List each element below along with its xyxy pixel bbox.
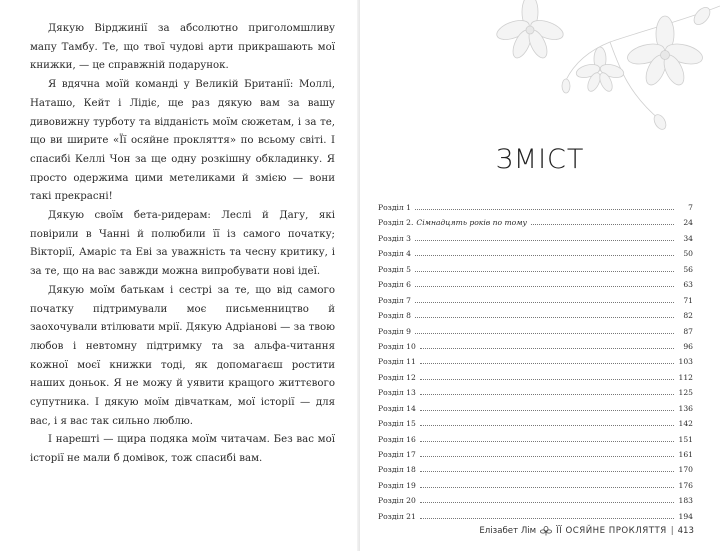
dot-leader xyxy=(420,425,674,426)
dot-leader xyxy=(420,487,674,488)
toc-page-number: 24 xyxy=(683,218,693,228)
toc-page-number: 142 xyxy=(678,419,693,429)
toc-title: ЗМІСТ xyxy=(495,144,585,175)
toc-label: Розділ 13 xyxy=(378,388,416,398)
dot-leader xyxy=(531,224,674,225)
toc-entry-6[interactable] xyxy=(378,280,693,295)
toc-label: Розділ 17 xyxy=(378,450,416,459)
ack-paragraph: Дякую своїм бета-ридерам: Леслі й Дагу, які повірили в Чанні й полюбили її із самого початку; Вікторії, Амаріс та Еві за уважність та чесну критику, і за те, що на вас завжди можна випробувати нові ідеї. xyxy=(30,210,335,278)
toc-entry-19[interactable] xyxy=(378,481,693,496)
ack-paragraph: Дякую моїм батькам і сестрі за те, що від самого початку підтримували моє письменництво й заохочували втілювати мрії. Дякую Адріанові — за твою любов і невтомну підтримку та за альфа-читання кожної моєї книжки тоді, як допомагаєш ростити наших доньок. Я не можу й уявити кращого життєвого супутника. І дякую моїм дівчаткам, мої історії — для вас, і я вас так сильно люблю. xyxy=(30,284,335,427)
toc-label: Розділ 10 xyxy=(378,341,416,351)
toc-page-number: 63 xyxy=(683,280,693,290)
toc-label: Розділ 2. xyxy=(378,218,414,228)
toc-page-number: 87 xyxy=(683,326,693,336)
toc-label: Розділ 15 xyxy=(378,419,416,429)
toc-entry-10[interactable] xyxy=(378,342,693,357)
toc-page-number: 82 xyxy=(683,311,693,321)
dot-leader xyxy=(420,394,674,395)
toc-label: Розділ 4 xyxy=(378,249,411,259)
dot-leader xyxy=(415,240,674,241)
dot-leader xyxy=(420,410,674,411)
toc-entry-15[interactable] xyxy=(378,419,693,434)
toc-page-number: 170 xyxy=(678,465,693,475)
toc-entry-9[interactable] xyxy=(378,327,693,342)
toc-label: Розділ 16 xyxy=(378,434,416,444)
dot-leader xyxy=(420,363,674,364)
dot-leader xyxy=(415,333,674,334)
toc-label: Розділ 21 xyxy=(378,511,416,521)
dot-leader xyxy=(420,502,674,503)
page-number: 413 xyxy=(677,526,694,536)
toc-label: Розділ 12 xyxy=(378,372,416,382)
footer-book-title: ЇЇ ОСЯЙНЕ ПРОКЛЯТТЯ xyxy=(556,526,667,536)
toc-entry-8[interactable] xyxy=(378,311,693,326)
ack-paragraph: Я вдячна моїй команді у Великій Британії: Моллі, Наташо, Кейт і Лідіє, ще раз дякую вам за вашу дивовижну турботу та відданість моїм сюжетам, і за те, що ви ширите «Її осяйне прокляття» по всьому світі. І спасибі Келлі Чон за ще одну розкішну обкладинку. Я просто одержима цими метеликами й змією — вони такі прекрасні! xyxy=(30,79,335,203)
toc-label: Розділ 9 xyxy=(378,326,411,336)
toc-entry-2[interactable] xyxy=(378,218,693,233)
dot-leader xyxy=(420,456,674,457)
toc-label: Розділ 6 xyxy=(378,280,411,290)
toc-page-number: 7 xyxy=(688,203,693,212)
ack-paragraph: І нарешті — щира подяка моїм читачам. Без вас мої історії не мали б домівок, тож спасибі вам. xyxy=(30,434,335,465)
toc-label: Розділ 8 xyxy=(378,311,411,321)
toc-entry-14[interactable] xyxy=(378,404,693,419)
dot-leader xyxy=(420,348,674,349)
toc-label: Розділ 1 xyxy=(378,203,411,212)
toc-page-number: 125 xyxy=(678,388,693,398)
toc-page-number: 112 xyxy=(678,372,693,382)
toc-entry-20[interactable] xyxy=(378,496,693,511)
toc-entry-4[interactable] xyxy=(378,249,693,264)
toc-page-number: 96 xyxy=(683,341,693,351)
toc-page-number: 50 xyxy=(683,249,693,259)
toc-page-number: 71 xyxy=(683,295,693,305)
footer-separator: | xyxy=(670,526,674,536)
toc-entry-16[interactable] xyxy=(378,435,693,450)
dot-leader xyxy=(420,518,674,519)
table-of-contents xyxy=(378,203,693,527)
toc-page-number: 161 xyxy=(678,450,693,459)
dot-leader xyxy=(415,317,674,318)
toc-label: Розділ 7 xyxy=(378,295,411,305)
toc-label: Розділ 18 xyxy=(378,465,416,475)
toc-entry-21[interactable] xyxy=(378,512,693,527)
dot-leader xyxy=(415,255,674,256)
dot-leader xyxy=(415,271,674,272)
toc-page-number: 176 xyxy=(678,480,693,490)
toc-entry-17[interactable] xyxy=(378,450,693,465)
toc-label: Розділ 14 xyxy=(378,403,416,413)
orchid-branch-icon xyxy=(470,0,720,140)
toc-page-number: 151 xyxy=(678,434,693,444)
toc-entry-5[interactable] xyxy=(378,265,693,280)
toc-entry-3[interactable] xyxy=(378,234,693,249)
dot-leader xyxy=(415,209,674,210)
toc-label: Розділ 19 xyxy=(378,480,416,490)
dot-leader xyxy=(420,441,674,442)
toc-label: Розділ 20 xyxy=(378,496,416,506)
toc-entry-18[interactable] xyxy=(378,465,693,480)
dot-leader xyxy=(415,286,674,287)
toc-label: Розділ 3 xyxy=(378,233,411,243)
footer-author: Елізабет Лім xyxy=(479,526,537,536)
flower-ornament-icon xyxy=(540,526,552,536)
toc-page-number: 56 xyxy=(683,264,693,274)
toc-label: Розділ 5 xyxy=(378,264,411,274)
toc-entry-1[interactable] xyxy=(378,203,693,218)
acknowledgements-text xyxy=(30,20,335,469)
dot-leader xyxy=(420,471,674,472)
toc-entry-13[interactable] xyxy=(378,388,693,403)
dot-leader xyxy=(420,379,674,380)
toc-page-number: 136 xyxy=(678,403,693,413)
toc-page-number: 194 xyxy=(678,511,693,521)
ack-paragraph: Дякую Вірджинії за абсолютно приголомшливу мапу Тамбу. Те, що твої чудові арти прикрашають мої книжки, — це справжній подарунок. xyxy=(30,23,335,72)
dot-leader xyxy=(415,302,674,303)
toc-page-number: 34 xyxy=(683,233,693,243)
toc-subtitle: Сімнадцять років по тому xyxy=(416,218,527,228)
toc-label: Розділ 11 xyxy=(378,357,416,367)
toc-page-number: 103 xyxy=(678,357,693,367)
toc-entry-7[interactable] xyxy=(378,296,693,311)
toc-page-number: 183 xyxy=(678,496,693,506)
toc-entry-11[interactable] xyxy=(378,357,693,372)
toc-entry-12[interactable] xyxy=(378,373,693,388)
page-footer xyxy=(479,526,694,536)
